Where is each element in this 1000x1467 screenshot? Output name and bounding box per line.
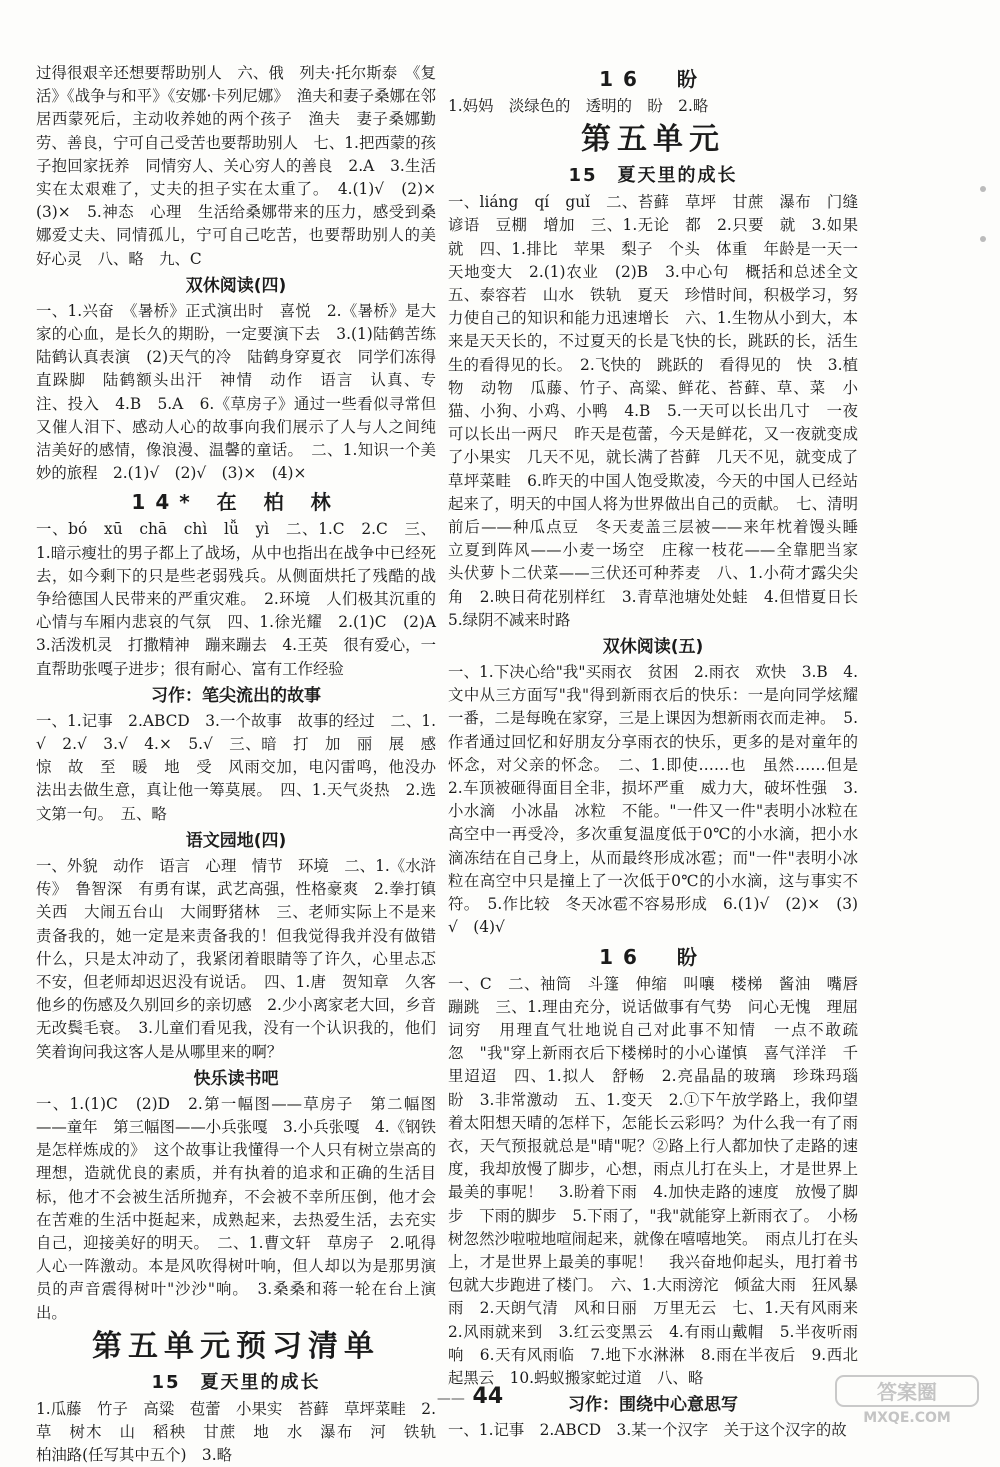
scan-mark	[980, 186, 986, 192]
section-heading: 第五单元预习清单	[92, 1328, 380, 1364]
page-number-value: 44	[472, 1384, 504, 1409]
answer-paragraph: 一、liáng qí guǐ 二、苔藓 草坪 甘蔗 瀑布 门缝 谚语 豆棚 增加 三、1.无论 都 2.只要 就 3.如果 就 四、1.排比 苹果 梨子 个头 体重 年龄是一天一天地变大 2.(1)农业 (2)B 3.中心句 概括和总述全文 五、泰容若 山水 铁轨 夏天 珍惜时间，积极学习，努力使自己的知识和能力迅速增长 六、1.生物从小到大，本来是天天长的，不过夏天的长是飞快的长，跳跃的长，活生生的看得见的长。 2.飞快的 跳跃的 看得见的 快 3.植物 动物 瓜藤、竹子、高粱、鲜花、苔藓、草、菜 小猫、小狗、小鸡、小鸭 4.B 5.一天可以长出几寸 一夜可以长出一两尺 昨天是苞蕾，今天是鲜花，又一夜就变成了小果实 几天不见，就长满了苔藓 几天不见，就变成了草坪菜畦 6.昨天的中国人饱受欺凌，今天的中国人已经站起来了，明天的中国人将为世界做出自己的贡献。 七、清明前后——种瓜点豆 冬天麦盖三层被——来年枕着馒头睡 立夏到阵风——小麦一场空 庄稼一枝花——全靠肥当家 头伏萝卜二伏菜——三伏还可种荞麦 八、1.小荷才露尖尖角 2.映日荷花别样红 3.青草池塘处处蛙 4.但惜夏日长 5.绿阴不减来时路	[448, 193, 874, 629]
scan-mark	[980, 236, 986, 242]
section-heading: 习作：围绕中心意思写	[568, 1395, 738, 1416]
answer-paragraph: 一、1.兴奋 《暑桥》正式演出时 喜悦 2.《暑桥》是大家的心血，是长久的期盼，一定要演下去 3.(1)陆鹤苦练 陆鹤认真表演 (2)天气的冷 陆鹤身穿夏衣 同学们冻得直跺脚 陆鹤额头出汗 神情 动作 语言 认真、专注、投入 4.B 5.A 6.《草房子》通过一些看似寻常但又催人泪下、感动人心的故事向我们展示了人与人之间纯洁美好的感情，像浪漫、温馨的童话。 二、1.知识一个美妙的旅程 2.(1)√ (2)√ (3)× (4)×	[36, 301, 452, 483]
section-heading: 快乐读书吧	[193, 1068, 279, 1089]
page-number	[430, 1384, 510, 1409]
left-column	[36, 62, 452, 1467]
answer-paragraph: 过得很艰辛还想要帮助别人 六、俄 列夫·托尔斯泰 《复活》《战争与和平》《安娜·卡列尼娜》 渔夫和妻子桑娜在邻居西蒙死后，主动收养她的两个孩子 渔夫 妻子桑娜勤劳、善良，宁可自己受苦也要帮助别人 七、1.把西蒙的孩子抱回家抚养 同情穷人、关心穷人的善良 2.A 3.生活实在太艰难了，丈夫的担子实在太重了。 4.(1)√ (2)× (3)× 5.神态 心理 生活给桑娜带来的压力，感受到桑娜爱丈夫、同情孤儿，宁可自己吃苦，也要帮助别人的美好心灵 八、略 九、C	[36, 64, 452, 268]
answer-paragraph: 一、1.(1)C (2)D 2.第一幅图——草房子 第二幅图——童年 第三幅图——小兵张嘎 3.小兵张嘎 4.《钢铁是怎样炼成的》 这个故事让我懂得一个人只有树立崇高的理想，造就优良的素质，并有执着的追求和正确的生活目标，他才不会被生活所抛弃，不会被不幸所压倒，他才会在苦难的生活中挺起来，成熟起来，去热爱生活，去充实自己，迎接美好的明天。 二、1.曹文轩 草房子 2.吼得人心一阵激动。本是风吹得树叶响，但人却以为是那男演员的声音震得树叶"沙沙"响。 3.桑桑和蒋一轮在台上演出。	[36, 1094, 436, 1322]
section-heading: 双休阅读(五)	[602, 637, 704, 658]
answer-paragraph: 1.瓜藤 竹子 高粱 苞蕾 小果实 苔藓 草坪菜畦 2.草 树木 山 稻秧 甘蔗 地 水 瀑布 河 铁轨 柏油路(任写其中五个) 3.略	[36, 1399, 452, 1465]
answer-paragraph: 1.妈妈 淡绿色的 透明的 盼 2.略	[448, 97, 709, 115]
section-heading: 第五单元	[581, 122, 725, 158]
section-heading: 14* 在 柏 林	[131, 490, 341, 515]
watermark-logo	[832, 1372, 982, 1428]
right-column	[448, 62, 874, 1442]
page-number-dash: ——	[436, 1391, 465, 1407]
answer-paragraph: 一、1.下决心给"我"买雨衣 贫困 2.雨衣 欢快 3.B 4.文中从三方面写"我"得到新雨衣后的快乐：一是向同学炫耀一番，二是每晚在家穿，三是上课因为想新雨衣而走神。 5.作者通过回忆和好朋友分享雨衣的快乐，更多的是对童年的怀念，对父亲的怀念。 二、1.即使……也 虽然……但是 2.车顶被砸得面目全非，损坏严重 威力大，破坏性强 3.小水滴 小冰晶 冰粒 不能。"一件又一件"表明小冰粒在高空中一再受冷，多次重复温度低于0℃的小水滴，把小水滴冻结在自己身上，从而最终形成冰雹；而"一件"表明小冰粒在高空中只是撞上了一次低于0℃的小水滴，这与事实不符。 5.作比较 冬天冰雹不容易形成 6.(1)√ (2)× (3)√ (4)√	[448, 663, 874, 937]
section-heading: 语文园地(四)	[185, 830, 287, 851]
section-heading: 双休阅读(四)	[185, 275, 287, 296]
answer-paragraph: 一、bó xū chā chì lǚ yì 二、1.C 2.C 三、1.暗示瘦壮的男子都上了战场，从中也指出在战争中已经死去，如今剩下的只是些老弱残兵。从侧面烘托了残酷的战争给德国人民带来的严重灾难。 2.环境 人们极其沉重的心情与车厢内悲哀的气氛 四、1.徐光耀 2.(1)C (2)A 3.活泼机灵 打撒精神 蹦来蹦去 4.王英 很有爱心，一直帮助张嘎子进步；很有耐心、富有工作经验	[36, 520, 452, 678]
section-heading: 16 盼	[599, 67, 707, 91]
answer-paragraph: 一、外貌 动作 语言 心理 情节 环境 二、1.《水浒传》 鲁智深 有勇有谋，武艺高强，性格豪爽 2.拳打镇关西 大闹五台山 大闹野猪林 三、老师实际上不是来责备我的，她一定是来责备我的！但我觉得我并没有做错什么，只是太冲动了，我紧闭着眼睛等了许久，心里忐忑不安，但老师却迟迟没有说话。 四、1.唐 贺知章 久客他乡的伤感及久别回乡的亲切感 2.少小离家老大回，乡音无改鬓毛衰。 3.儿童们看见我，没有一个认识我的，他们笑着询问我这客人是从哪里来的啊？	[36, 856, 436, 1061]
section-heading: 15 夏天里的成长	[151, 1371, 321, 1393]
answer-paragraph: 一、1.记事 2.ABCD 3.一个故事 故事的经过 二、1.√ 2.√ 3.√ 4.× 5.√ 三、暗 打 加 丽 展 感 惊 故 至 暖 地 受 风雨交加，电闪雷鸣，他没办法出去做生意，真让他一筹莫展。 四、1.天气炎热 2.选文第一句。 五、略	[36, 711, 452, 823]
answer-paragraph: 一、C 二、袖筒 斗篷 伸缩 叫嚷 楼梯 酱油 嘴唇 蹦跳 三、1.理由充分，说话做事有气势 问心无愧 理屈词穷 用理直气壮地说自己对此事不知情 一点不敢疏忽 "我"穿上新雨衣后下楼梯时的小心谨慎 喜气洋洋 千里迢迢 四、1.拟人 舒畅 2.亮晶晶的玻璃 珍珠玛瑙 盼 3.非常激动 五、1.变天 2.①下午放学路上，我仰望着太阳想天晴的怎样下，怎能长云彩吗？为什么我一有了雨衣，天气预报就总是"晴"呢？②路上行人都加快了走路的速度，我却放慢了脚步，心想，雨点儿打在头上，才是世界上最美的事呢！ 3.盼着下雨 4.加快走路的速度 放慢了脚步 下雨的脚步 5.下雨了，"我"就能穿上新雨衣了。 小杨树忽然沙啦啦地喧闹起来，就像在嘻嘻地笑。 雨点儿打在头上，才是世界上最美的事呢！ 我兴奋地仰起头，甩打着书包就大步跑进了楼门。 六、1.大雨滂沱 倾盆大雨 狂风暴雨 2.天朗气清 风和日丽 万里无云 七、1.天有风雨来 2.风雨就来到 3.红云变黑云 4.有雨山戴帽 5.半夜听雨响 6.天有风雨临 7.地下水淋淋 8.雨在半夜后 9.西北起黑云 10.蚂蚁搬家蛇过道 八、略	[448, 974, 874, 1387]
section-heading: 16 盼	[599, 944, 707, 969]
watermark-url: MXQE.COM	[863, 1410, 951, 1426]
section-heading: 15 夏天里的成长	[568, 165, 738, 187]
section-heading: 习作：笔尖流出的故事	[151, 685, 321, 706]
watermark-text: 答案圈	[877, 1380, 937, 1404]
answer-paragraph: 一、1.记事 2.ABCD 3.某一个汉字 关于这个汉字的故	[448, 1421, 847, 1440]
